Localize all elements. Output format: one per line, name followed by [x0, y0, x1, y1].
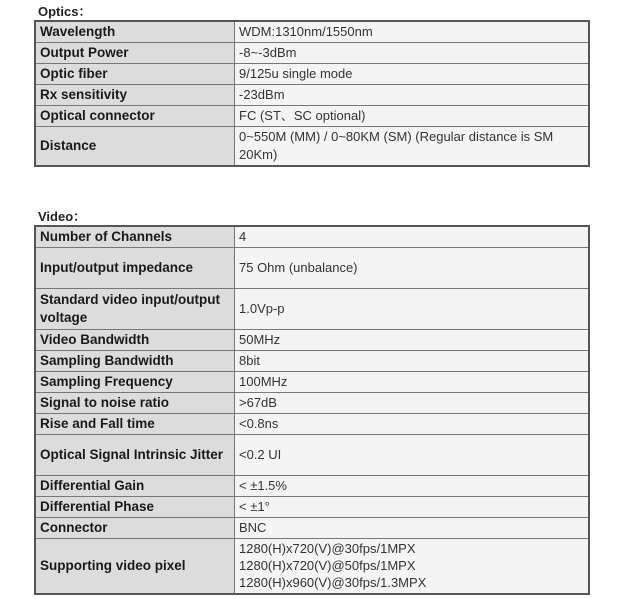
video-table	[34, 225, 590, 595]
table-row	[35, 84, 589, 105]
table-row	[35, 496, 589, 517]
video-label-channels: Number of Channels	[35, 226, 235, 247]
video-value-sampling-frequency: 100MHz	[235, 371, 590, 392]
video-value-diff-gain: < ±1.5%	[235, 475, 590, 496]
video-value-impedance: 75 Ohm (unbalance)	[235, 247, 590, 288]
video-label-voltage: Standard video input/output voltage	[35, 288, 235, 329]
video-label-connector: Connector	[35, 517, 235, 538]
pixel-mode: 1280(H)x720(V)@30fps/1MPX	[239, 541, 416, 557]
table-row	[35, 329, 589, 350]
video-section-title: Video：	[38, 209, 87, 224]
optics-section-title: Optics：	[38, 4, 92, 19]
video-value-diff-phase: < ±1°	[235, 496, 590, 517]
video-label-rise-fall: Rise and Fall time	[35, 413, 235, 434]
optics-value-wavelength: WDM:1310nm/1550nm	[235, 21, 590, 42]
video-value-sampling-bandwidth: 8bit	[235, 350, 590, 371]
table-row	[35, 105, 589, 126]
video-value-bandwidth: 50MHz	[235, 329, 590, 350]
video-value-voltage: 1.0Vp-p	[235, 288, 590, 329]
video-label-impedance: Input/output impedance	[35, 247, 235, 288]
table-row	[35, 288, 589, 329]
video-label-snr: Signal to noise ratio	[35, 392, 235, 413]
video-label-sampling-frequency: Sampling Frequency	[35, 371, 235, 392]
optics-label-distance: Distance	[35, 126, 235, 166]
optics-label-optic-fiber: Optic fiber	[35, 63, 235, 84]
table-row	[35, 42, 589, 63]
video-label-bandwidth: Video Bandwidth	[35, 329, 235, 350]
video-label-jitter: Optical Signal Intrinsic Jitter	[35, 434, 235, 475]
table-row	[35, 538, 589, 594]
optics-value-output-power: -8~-3dBm	[235, 42, 590, 63]
table-row	[35, 475, 589, 496]
video-label-diff-gain: Differential Gain	[35, 475, 235, 496]
video-label-diff-phase: Differential Phase	[35, 496, 235, 517]
optics-value-distance: 0~550M (MM) / 0~80KM (SM) (Regular distance is SM 20Km)	[235, 126, 590, 166]
video-value-snr: >67dB	[235, 392, 590, 413]
pixel-mode: 1280(H)x960(V)@30fps/1.3MPX	[239, 575, 427, 591]
video-value-connector: BNC	[235, 517, 590, 538]
optics-value-rx-sensitivity: -23dBm	[235, 84, 590, 105]
video-value-pixel-list	[235, 538, 590, 594]
table-row	[35, 247, 589, 288]
table-row	[35, 63, 589, 84]
optics-value-optic-fiber: 9/125u single mode	[235, 63, 590, 84]
optics-label-rx-sensitivity: Rx sensitivity	[35, 84, 235, 105]
table-row	[35, 350, 589, 371]
table-row	[35, 126, 589, 166]
table-row	[35, 434, 589, 475]
table-row	[35, 413, 589, 434]
table-row	[35, 371, 589, 392]
table-row	[35, 226, 589, 247]
optics-label-output-power: Output Power	[35, 42, 235, 63]
optics-table	[34, 20, 590, 167]
table-row	[35, 517, 589, 538]
table-row	[35, 21, 589, 42]
video-value-rise-fall: <0.8ns	[235, 413, 590, 434]
optics-label-optical-connector: Optical connector	[35, 105, 235, 126]
table-row	[35, 392, 589, 413]
video-value-jitter: <0.2 UI	[235, 434, 590, 475]
video-label-sampling-bandwidth: Sampling Bandwidth	[35, 350, 235, 371]
optics-label-wavelength: Wavelength	[35, 21, 235, 42]
video-value-channels: 4	[235, 226, 590, 247]
optics-value-optical-connector: FC (ST、SC optional)	[235, 105, 590, 126]
pixel-mode: 1280(H)x720(V)@50fps/1MPX	[239, 558, 416, 574]
video-label-pixel: Supporting video pixel	[35, 538, 235, 594]
